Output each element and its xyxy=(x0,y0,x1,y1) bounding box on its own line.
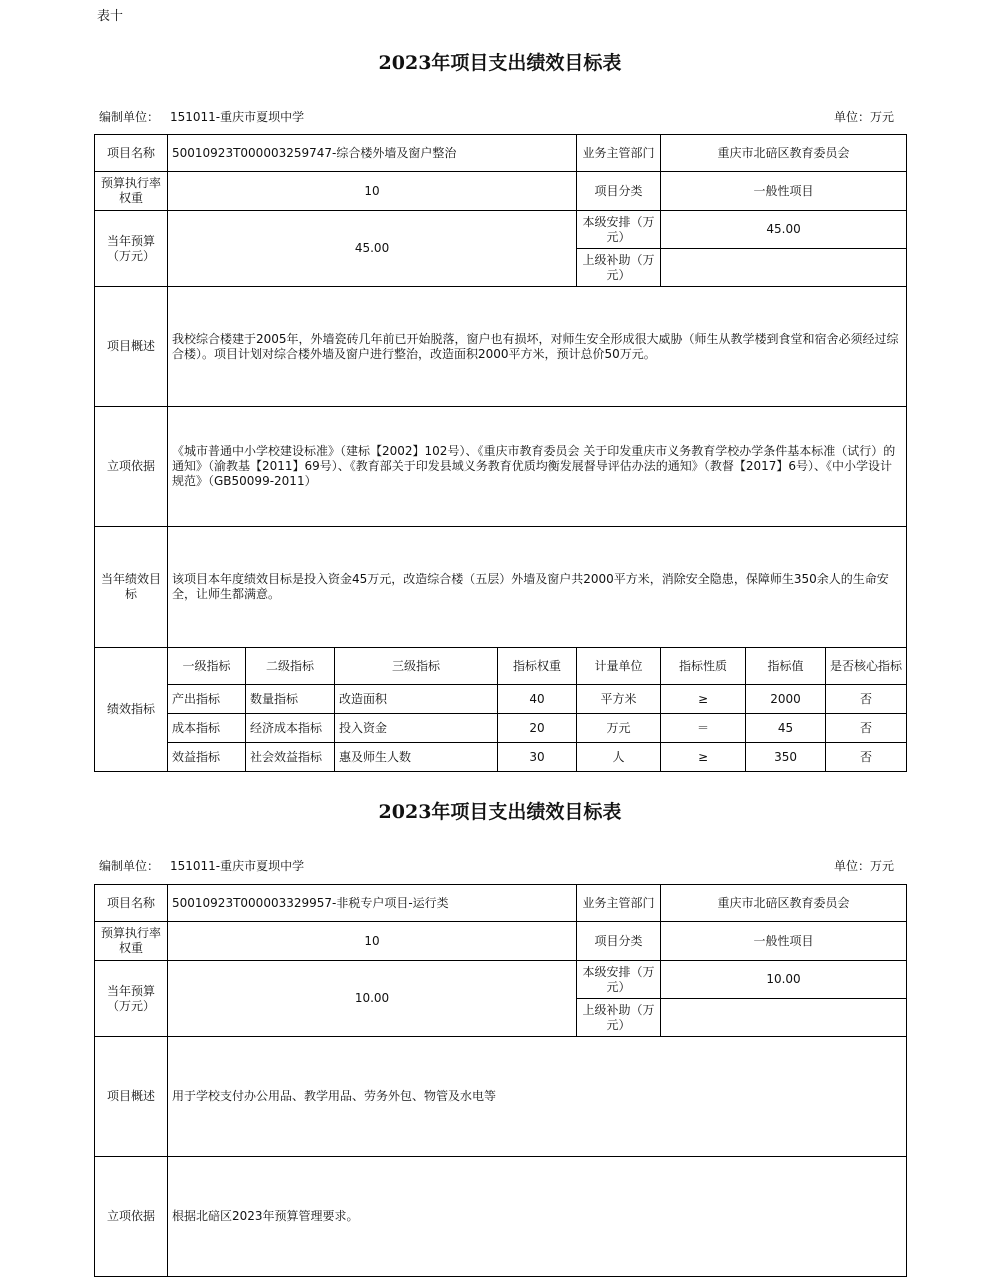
category-value: 一般性项目 xyxy=(661,922,907,961)
table-row xyxy=(95,714,907,743)
indicator-header: 是否核心指标 xyxy=(826,648,907,685)
table-row xyxy=(95,685,907,714)
dept-label: 业务主管部门 xyxy=(577,135,661,172)
goal-label: 当年绩效目标 xyxy=(95,527,168,648)
indicator-cell: 350 xyxy=(746,743,826,772)
basis-text: 《城市普通中小学校建设标准》（建标【2002】102号）、《重庆市教育委员会 关于印发重庆市义务教育学校办学条件基本标准（试行）的通知》（渝教基【2011】69号）、《教育部关于印发县域义务教育优质均衡发展督导评估办法的通知》（教督【2017】6号）、《中小学设计规范》（GB50099-2011） xyxy=(168,407,907,527)
indicator-cell: 20 xyxy=(498,714,577,743)
indicator-cell: 成本指标 xyxy=(168,714,246,743)
basis-text: 根据北碚区2023年预算管理要求。 xyxy=(168,1157,907,1277)
dept-value: 重庆市北碚区教育委员会 xyxy=(661,135,907,172)
form-title: 2023年项目支出绩效目标表 xyxy=(378,801,622,823)
weight-label: 预算执行率权重 xyxy=(95,172,168,211)
performance-table-1 xyxy=(94,134,907,772)
upper-value xyxy=(661,249,907,287)
category-label: 项目分类 xyxy=(577,172,661,211)
upper-value xyxy=(661,999,907,1037)
project-name: 50010923T000003259747-综合楼外墙及窗户整治 xyxy=(168,135,577,172)
prepared-by: 151011-重庆市夏坝中学 xyxy=(170,859,305,873)
project-name-label: 项目名称 xyxy=(95,885,168,922)
indicator-cell: ≥ xyxy=(661,743,746,772)
dept-label: 业务主管部门 xyxy=(577,885,661,922)
indicator-cell: 产出指标 xyxy=(168,685,246,714)
indicator-header: 二级指标 xyxy=(246,648,335,685)
weight-value: 10 xyxy=(168,922,577,961)
form-title: 2023年项目支出绩效目标表 xyxy=(378,52,622,74)
unit-label: 单位：万元 xyxy=(834,859,895,873)
overview-label: 项目概述 xyxy=(95,1037,168,1157)
local-value: 45.00 xyxy=(661,211,907,249)
basis-label: 立项依据 xyxy=(95,1157,168,1277)
prepared-by: 151011-重庆市夏坝中学 xyxy=(170,110,305,124)
indicator-cell: 经济成本指标 xyxy=(246,714,335,743)
dept-value: 重庆市北碚区教育委员会 xyxy=(661,885,907,922)
indicator-cell: ≥ xyxy=(661,685,746,714)
upper-label: 上级补助（万元） xyxy=(577,249,661,287)
indicator-cell: 改造面积 xyxy=(335,685,498,714)
prepared-by-label: 编制单位： xyxy=(99,110,160,124)
indicator-cell: 30 xyxy=(498,743,577,772)
indicator-cell: 社会效益指标 xyxy=(246,743,335,772)
prepared-by-label: 编制单位： xyxy=(99,859,160,873)
category-label: 项目分类 xyxy=(577,922,661,961)
indicator-cell: ＝ xyxy=(661,714,746,743)
project-name-label: 项目名称 xyxy=(95,135,168,172)
indicator-header: 指标值 xyxy=(746,648,826,685)
indicator-header: 指标性质 xyxy=(661,648,746,685)
upper-label: 上级补助（万元） xyxy=(577,999,661,1037)
indicator-cell: 投入资金 xyxy=(335,714,498,743)
budget-label: 当年预算（万元） xyxy=(95,211,168,287)
indicator-cell: 万元 xyxy=(577,714,661,743)
indicator-header: 三级指标 xyxy=(335,648,498,685)
indicator-cell: 45 xyxy=(746,714,826,743)
indicator-cell: 惠及师生人数 xyxy=(335,743,498,772)
indicator-header: 指标权重 xyxy=(498,648,577,685)
table-row xyxy=(95,743,907,772)
indicator-cell: 否 xyxy=(826,714,907,743)
local-value: 10.00 xyxy=(661,961,907,999)
weight-label: 预算执行率权重 xyxy=(95,922,168,961)
indicators-label: 绩效指标 xyxy=(95,648,168,772)
overview-text: 用于学校支付办公用品、教学用品、劳务外包、物管及水电等 xyxy=(168,1037,907,1157)
unit-label: 单位：万元 xyxy=(834,110,895,124)
local-label: 本级安排（万元） xyxy=(577,211,661,249)
indicator-cell: 否 xyxy=(826,743,907,772)
indicator-cell: 数量指标 xyxy=(246,685,335,714)
basis-label: 立项依据 xyxy=(95,407,168,527)
goal-text: 该项目本年度绩效目标是投入资金45万元，改造综合楼（五层）外墙及窗户共2000平方米，消除安全隐患，保障师生350余人的生命安全，让师生都满意。 xyxy=(168,527,907,648)
corner-label: 表十 xyxy=(97,9,124,24)
indicator-cell: 2000 xyxy=(746,685,826,714)
overview-text: 我校综合楼建于2005年，外墙瓷砖几年前已开始脱落，窗户也有损坏，对师生安全形成很大威胁（师生从教学楼到食堂和宿舍必须经过综合楼）。项目计划对综合楼外墙及窗户进行整治，改造面积2000平方米，预计总价50万元。 xyxy=(168,287,907,407)
category-value: 一般性项目 xyxy=(661,172,907,211)
indicator-cell: 效益指标 xyxy=(168,743,246,772)
weight-value: 10 xyxy=(168,172,577,211)
indicator-cell: 平方米 xyxy=(577,685,661,714)
indicator-cell: 否 xyxy=(826,685,907,714)
local-label: 本级安排（万元） xyxy=(577,961,661,999)
indicator-cell: 40 xyxy=(498,685,577,714)
budget-value: 10.00 xyxy=(168,961,577,1037)
indicator-header: 计量单位 xyxy=(577,648,661,685)
project-name: 50010923T000003329957-非税专户项目-运行类 xyxy=(168,885,577,922)
budget-value: 45.00 xyxy=(168,211,577,287)
overview-label: 项目概述 xyxy=(95,287,168,407)
indicator-header: 一级指标 xyxy=(168,648,246,685)
indicator-cell: 人 xyxy=(577,743,661,772)
budget-label: 当年预算（万元） xyxy=(95,961,168,1037)
performance-table-2 xyxy=(94,884,907,1277)
